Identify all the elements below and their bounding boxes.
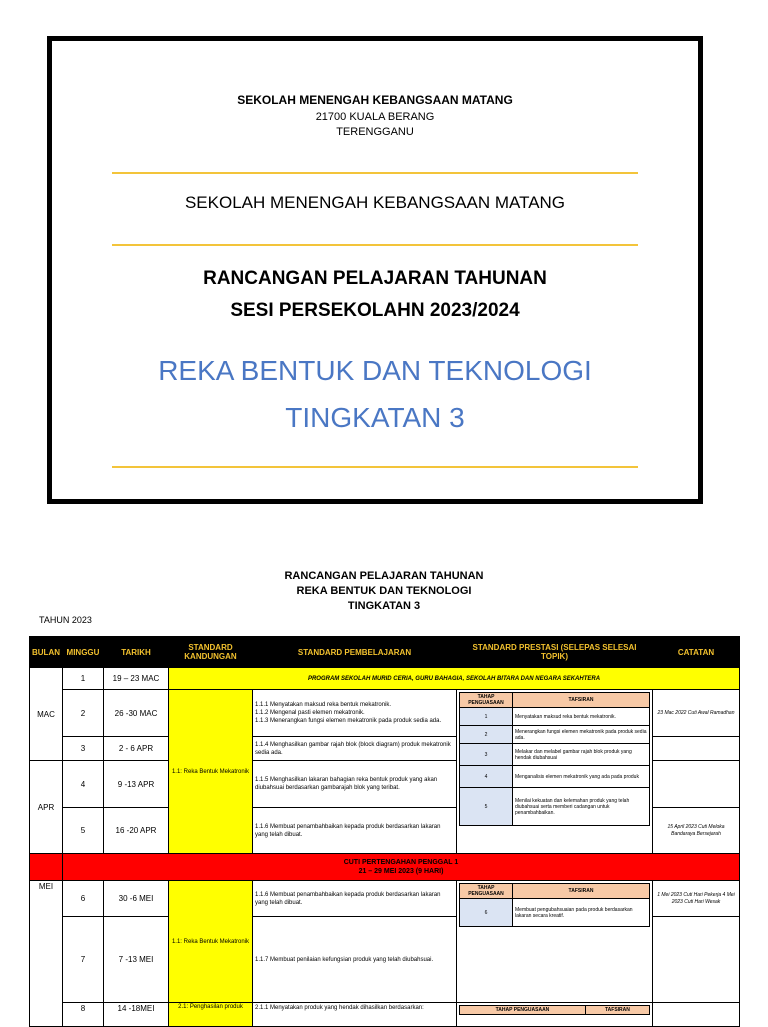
month-cell: MEI: [30, 881, 63, 1027]
week-no: 7: [63, 917, 104, 1003]
header-bulan: BULAN: [30, 637, 63, 668]
week-date: 26 -30 MAC: [104, 690, 169, 737]
level-header-tahap: TAHAP PENGUASAAN: [460, 1006, 586, 1015]
level-no: 3: [460, 744, 513, 766]
standard-pembelajaran: 1.1.6 Membuat penambahbaikan kepada produk berdasarkan lakaran yang telah dibuat.: [253, 808, 457, 854]
level-text: Melakar dan melabel gambar rajah blok produk yang hendak diubahsuai: [513, 744, 650, 766]
gold-divider: [112, 466, 638, 468]
program-banner: PROGRAM SEKOLAH MURID CERIA, GURU BAHAGIA, SEKOLAH BITARA DAN NEGARA SEKAHTERA: [169, 668, 740, 690]
holiday-banner: [63, 854, 740, 881]
note-cell: 15 April 2023 Cuti Meloka Bandaraya Bersejarah: [653, 808, 740, 854]
level-header-tafsiran: TAFSIRAN: [513, 693, 650, 708]
week-no: 8: [63, 1003, 104, 1027]
week-no: 4: [63, 761, 104, 808]
week-date: 9 -13 APR: [104, 761, 169, 808]
standard-pembelajaran: 1.1.7 Membuat penilaian kefungsian produk yang telah diubahsuai.: [253, 917, 457, 1003]
school-name-large: SEKOLAH MENENGAH KEBANGSAAN MATANG: [184, 193, 566, 212]
note-cell: [653, 1003, 740, 1027]
month-cell: APR: [30, 761, 63, 854]
level-header-tahap: TAHAP PENGUASAAN: [460, 884, 513, 899]
holiday-title: CUTI PERTENGAHAN PENGGAL 1: [343, 859, 459, 866]
level-text: Menyatakan maksud reka bentuk mekatronik.: [513, 708, 650, 726]
level-no: 5: [460, 788, 513, 826]
level-no: 4: [460, 766, 513, 788]
table-row: [30, 668, 740, 690]
level-no: 6: [460, 899, 513, 927]
month-cell: MAC: [30, 668, 63, 761]
table-row: [30, 881, 740, 917]
section-title-1: RANCANGAN PELAJARAN TAHUNAN: [284, 570, 484, 582]
holiday-dates: 21 – 29 MEI 2023 (9 HARI): [358, 868, 444, 875]
session-title: SESI PERSEKOLAHN 2023/2024: [230, 300, 520, 321]
header-minggu: MINGGU: [63, 637, 104, 668]
plan-title: RANCANGAN PELAJARAN TAHUNAN: [203, 268, 547, 289]
standard-kandungan: 1.1: Reka Bentuk Mekatronik: [169, 881, 253, 1003]
week-date: 16 -20 APR: [104, 808, 169, 854]
header-sp: STANDARD PEMBELAJARAN: [253, 637, 457, 668]
standard-kandungan: 2.1: Penghasilan produk: [169, 1003, 253, 1027]
note-cell: [653, 761, 740, 808]
level-text: Menilai kekuatan dan kelemahan produk yang telah diubahsuai serta memberi cadangan untuk penambahbaikan.: [513, 788, 650, 826]
sp-item: 1.1.2 Mengenal pasti elemen mekatronik.: [255, 710, 365, 716]
address-line-1: 21700 KUALA BERANG: [315, 111, 435, 123]
week-no: 3: [63, 737, 104, 761]
subject-title: REKA BENTUK DAN TEKNOLOGI: [158, 355, 592, 386]
header-tarikh: TARIKH: [104, 637, 169, 668]
table-row: [30, 1003, 740, 1027]
note-cell: 1 Mei 2023 Cuti Hari Pekerja 4 Mei 2023 Cuti Hari Wesak: [653, 881, 740, 917]
level-text: Menerangkan fungsi elemen mekatronik pada produk sedia ada.: [513, 726, 650, 744]
level-no: 2: [460, 726, 513, 744]
week-no: 1: [63, 668, 104, 690]
standard-prestasi: [457, 1003, 653, 1027]
level-table: [459, 692, 650, 826]
rpt-table: [29, 636, 740, 1027]
form-title: TINGKATAN 3: [285, 402, 465, 433]
week-date: 14 -18MEI: [104, 1003, 169, 1027]
table-row: [30, 690, 740, 737]
week-no: 5: [63, 808, 104, 854]
week-date: 30 -6 MEI: [104, 881, 169, 917]
level-text: Membuat pengubahsuaian pada produk berdasarkan lakaran secara kreatif.: [513, 899, 650, 927]
note-cell: 23 Mac 2022 Cuti Awal Ramadhan: [653, 690, 740, 737]
level-header-tafsiran: TAFSIRAN: [513, 884, 650, 899]
note-cell: [653, 917, 740, 1003]
address-line-2: TERENGGANU: [336, 126, 414, 138]
header-sk: STANDARD KANDUNGAN: [169, 637, 253, 668]
standard-prestasi: [457, 881, 653, 1003]
week-no: 6: [63, 881, 104, 917]
standard-pembelajaran: 1.1.6 Membuat penambahbaikan kepada produk berdasarkan lakaran yang telah dibuat.: [253, 881, 457, 917]
level-text: Menganalisis elemen mekatronik yang ada pada produk: [513, 766, 650, 788]
note-cell: [653, 737, 740, 761]
standard-pembelajaran: 1.1.5 Menghasilkan lakaran bahagian reka bentuk produk yang akan diubahsuai berdasarkan gambarajah blok yang teribat.: [253, 761, 457, 808]
header-prestasi: STANDARD PRESTASI (SELEPAS SELESAI TOPIK): [457, 637, 653, 668]
standard-prestasi: [457, 690, 653, 854]
week-date: 7 -13 MEI: [104, 917, 169, 1003]
gold-divider: [112, 172, 638, 174]
standard-pembelajaran: 1.1.4 Menghasilkan gambar rajah blok (block diagram) produk mekatronik sedia ada.: [253, 737, 457, 761]
section-title-2: REKA BENTUK DAN TEKNOLOGI: [296, 585, 472, 597]
level-header-tafsiran: TAFSIRAN: [585, 1006, 649, 1015]
school-name: SEKOLAH MENENGAH KEBANGSAAN MATANG: [237, 93, 513, 107]
table-row: [30, 854, 740, 881]
level-table: [459, 1005, 650, 1015]
week-no: 2: [63, 690, 104, 737]
standard-pembelajaran: [253, 690, 457, 737]
table-header-row: [30, 637, 740, 668]
standard-pembelajaran: 2.1.1 Menyatakan produk yang hendak dihasilkan berdasarkan:: [253, 1003, 457, 1027]
gold-divider: [112, 244, 638, 246]
level-no: 1: [460, 708, 513, 726]
level-table: [459, 883, 650, 927]
week-date: 2 - 6 APR: [104, 737, 169, 761]
red-cell: [30, 854, 63, 881]
year-label: TAHUN 2023: [39, 615, 92, 625]
level-header-tahap: TAHAP PENGUASAAN: [460, 693, 513, 708]
week-date: 19 – 23 MAC: [104, 668, 169, 690]
standard-kandungan: 1.1: Reka Bentuk Mekatronik: [169, 690, 253, 854]
section-title-3: TINGKATAN 3: [347, 600, 421, 612]
cover-page-frame: [47, 36, 703, 504]
sp-item: 1.1.3 Menerangkan fungsi elemen mekatronik pada produk sedia ada.: [255, 718, 442, 724]
sp-item: 1.1.1 Menyatakan maksud reka bentuk mekatronik.: [255, 702, 392, 708]
header-catatan: CATATAN: [653, 637, 740, 668]
